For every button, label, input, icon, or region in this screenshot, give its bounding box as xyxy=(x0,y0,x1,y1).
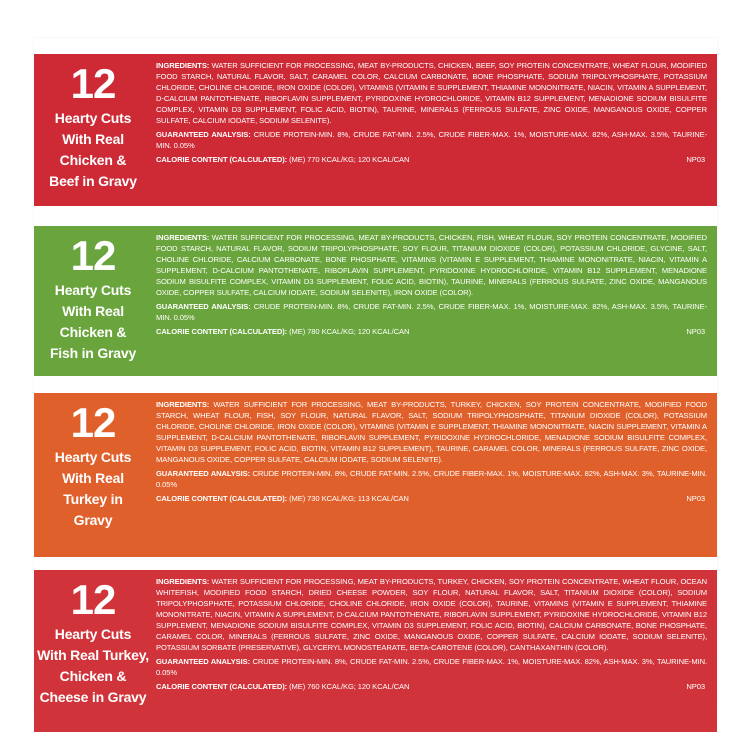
product-name: Hearty Cuts With Real Turkey in Gravy xyxy=(54,449,132,528)
can-count: 12 xyxy=(70,399,116,446)
ingredients-label: INGREDIENTS: xyxy=(156,233,210,242)
label-sheet xyxy=(34,38,717,711)
label-band-chicken-fish xyxy=(34,226,717,376)
nutrition-text-block xyxy=(152,393,717,557)
ingredients-label: INGREDIENTS: xyxy=(156,577,210,586)
analysis-paragraph xyxy=(156,468,707,490)
calorie-text: (ME) 780 KCAL/KG; 120 KCAL/CAN xyxy=(289,327,410,336)
label-band-turkey-chicken-cheese xyxy=(34,570,717,732)
calorie-label: CALORIE CONTENT (CALCULATED): xyxy=(156,155,288,164)
calorie-row xyxy=(156,154,707,165)
ingredients-paragraph xyxy=(156,399,707,465)
product-title-block xyxy=(34,54,152,206)
analysis-text: CRUDE PROTEIN-MIN. 8%, CRUDE FAT-MIN. 2.5%, CRUDE FIBER-MAX. 1%, MOISTURE-MAX. 82%, ASH-MAX. 3.5%, TAURINE-MIN. 0.05% xyxy=(156,130,708,150)
product-title-block xyxy=(34,226,152,376)
calorie-content xyxy=(156,154,409,165)
product-name: Hearty Cuts With Real Chicken & Beef in Gravy xyxy=(49,110,137,189)
product-code: NP03 xyxy=(686,682,705,691)
analysis-label: GUARANTEED ANALYSIS: xyxy=(156,130,251,139)
calorie-label: CALORIE CONTENT (CALCULATED): xyxy=(156,682,288,691)
analysis-text: CRUDE PROTEIN-MIN. 8%, CRUDE FAT-MIN. 2.5%, CRUDE FIBER-MAX. 1%, MOISTURE-MAX. 82%, ASH-MAX. 3.5%, TAURINE-MIN. 0.05% xyxy=(156,302,708,322)
calorie-row xyxy=(156,493,707,504)
calorie-content xyxy=(156,493,409,504)
analysis-label: GUARANTEED ANALYSIS: xyxy=(156,469,251,478)
can-count: 12 xyxy=(70,232,116,279)
calorie-content xyxy=(156,326,409,337)
label-band-turkey xyxy=(34,393,717,557)
calorie-label: CALORIE CONTENT (CALCULATED): xyxy=(156,327,288,336)
label-band-chicken-beef xyxy=(34,54,717,206)
ingredients-text: WATER SUFFICIENT FOR PROCESSING, MEAT BY-PRODUCTS, CHICKEN, BEEF, SOY PROTEIN CONCENTRATE, WHEAT FLOUR, MODIFIED FOOD STARCH, NATURAL FLAVOR, SALT, CARAMEL COLOR, CALCIUM CARBONATE, BONE PHOSPHATE, SODIUM TRIPOLYPHOSPHATE, POTASSIUM CHLORIDE, CHOLINE CHLORIDE, IRON OXIDE (COLOR), VITAMINS (VITAMIN E SUPPLEMENT, THIAMINE MONONITRATE, NIACIN, VITAMIN A SUPPLEMENT, D-CALCIUM PANTOTHENATE, RIBOFLAVIN SUPPLEMENT, PYRIDOXINE HYDROCHLORIDE, VITAMIN B12 SUPPLEMENT, MENADIONE SODIUM BISULFITE COMPLEX, VITAMIN D3 SUPPLEMENT, FOLIC ACID, BIOTIN), TAURINE, MINERALS (FERROUS SULFATE, ZINC OXIDE, MANGANOUS OXIDE, COPPER SULFATE, CALCIUM IODATE, SODIUM SELENITE). xyxy=(156,61,707,125)
ingredients-text: WATER SUFFICIENT FOR PROCESSING, MEAT BY-PRODUCTS, TURKEY, CHICKEN, SOY PROTEIN CONCENTRATE, MODIFIED FOOD STARCH, WHEAT FLOUR, FISH, SOY FLOUR, NATURAL FLAVOR, SALT, SODIUM TRIPOLYPHOSPHATE, TITANIUM DIOXIDE (COLOR), POTASSIUM CHLORIDE, CHOLINE CHLORIDE, IRON OXIDE (COLOR), VITAMINS (VITAMIN E SUPPLEMENT, THIAMINE MONONITRATE, NIACIN SUPPLEMENT, VITAMIN A SUPPLEMENT, D-CALCIUM PANTOTHENATE, RIBOFLAVIN SUPPLEMENT, PYRIDOXINE HYDROCHLORIDE, MENADIONE SODIUM BISULFITE COMPLEX, VITAMIN D3 SUPPLEMENT, FOLIC ACID, BIOTIN, VITAMIN B12 SUPPLEMENT), TAURINE, CARAMEL COLOR, MINERALS (FERROUS SULFATE, ZINC OXIDE, MANGANOUS OXIDE, COPPER SULFATE, CALCIUM IODATE, SODIUM SELENITE). xyxy=(156,400,707,464)
ingredients-text: WATER SUFFICIENT FOR PROCESSING, MEAT BY-PRODUCTS, CHICKEN, FISH, WHEAT FLOUR, SOY PROTEIN CONCENTRATE, MODIFIED FOOD STARCH, NATURAL FLAVOR, SODIUM TRIPOLYPHOSPHATE, SOY FLOUR, TITANIUM DIOXIDE (COLOR), POTASSIUM CHLORIDE, GLYCINE, SALT, CHOLINE CHLORIDE, CALCIUM CARBONATE, BONE PHOSPHATE, VITAMINS (VITAMIN E SUPPLEMENT, THIAMINE MONONITRATE, NIACIN, VITAMIN A SUPPLEMENT, D-CALCIUM PANTOTHENATE, RIBOFLAVIN SUPPLEMENT, PYRIDOXINE HYDROCHLORIDE, VITAMIN B12 SUPPLEMENT, MENADIONE SODIUM BISULFITE COMPLEX, VITAMIN D3 SUPPLEMENT, FOLIC ACID, BIOTIN), TAURINE, MINERALS (FERROUS SULFATE, ZINC OXIDE, MANGANOUS OXIDE, COPPER SULFATE, CALCIUM IODATE, SODIUM SELENITE), IRON OXIDE (COLOR). xyxy=(156,233,707,297)
calorie-row xyxy=(156,326,707,337)
ingredients-paragraph xyxy=(156,232,707,298)
ingredients-label: INGREDIENTS: xyxy=(156,400,210,409)
calorie-label: CALORIE CONTENT (CALCULATED): xyxy=(156,494,288,503)
analysis-paragraph xyxy=(156,301,707,323)
product-title-block xyxy=(34,570,152,732)
nutrition-text-block xyxy=(152,570,717,732)
calorie-text: (ME) 770 KCAL/KG; 120 KCAL/CAN xyxy=(289,155,410,164)
analysis-label: GUARANTEED ANALYSIS: xyxy=(156,302,251,311)
nutrition-text-block xyxy=(152,226,717,376)
calorie-text: (ME) 760 KCAL/KG; 120 KCAL/CAN xyxy=(289,682,410,691)
ingredients-text: WATER SUFFICIENT FOR PROCESSING, MEAT BY-PRODUCTS, TURKEY, CHICKEN, SOY PROTEIN CONCENTRATE, WHEAT FLOUR, OCEAN WHITEFISH, MODIFIED FOOD STARCH, DRIED CHEESE POWDER, SOY FLOUR, NATURAL FLAVOR, SALT, TITANIUM DIOXIDE (COLOR), SODIUM TRIPOLYPHOSPHATE, POTASSIUM CHLORIDE, CHOLINE CHLORIDE, IRON OXIDE (COLOR), TAURINE, VITAMINS (VITAMIN E SUPPLEMENT, THIAMINE MONONITRATE, NIACIN, VITAMIN A SUPPLEMENT, D-CALCIUM PANTOTHENATE, RIBOFLAVIN SUPPLEMENT, PYRIDOXINE HYDROCHLORIDE, VITAMIN B12 SUPPLEMENT, MENADIONE SODIUM BISULFITE COMPLEX, VITAMIN D3 SUPPLEMENT, FOLIC ACID, BIOTIN), CALCIUM CARBONATE, BONE PHOSPHATE, CARAMEL COLOR, MINERALS (FERROUS SULFATE, ZINC OXIDE, MANGANOUS OXIDE, COPPER SULFATE, CALCIUM IODATE, SODIUM SELENITE), POTASSIUM SORBATE (PRESERVATIVE), GLYCERYL MONOSTEARATE, BETA-CAROTENE (COLOR), CANTHAXANTHIN (COLOR). xyxy=(156,577,707,652)
product-code: NP03 xyxy=(686,494,705,503)
ingredients-label: INGREDIENTS: xyxy=(156,61,210,70)
product-code: NP03 xyxy=(686,155,705,164)
analysis-text: CRUDE PROTEIN-MIN. 8%, CRUDE FAT-MIN. 2.5%, CRUDE FIBER-MAX. 1%, MOISTURE-MAX. 82%, ASH-MAX. 3%, TAURINE-MIN. 0.05% xyxy=(156,469,707,489)
nutrition-text-block xyxy=(152,54,717,206)
product-name: Hearty Cuts With Real Turkey, Chicken & Cheese in Gravy xyxy=(37,626,149,705)
analysis-paragraph xyxy=(156,129,707,151)
analysis-paragraph xyxy=(156,656,707,678)
can-count: 12 xyxy=(70,60,116,107)
product-title-block xyxy=(34,393,152,557)
ingredients-paragraph xyxy=(156,60,707,126)
analysis-label: GUARANTEED ANALYSIS: xyxy=(156,657,251,666)
product-code: NP03 xyxy=(686,327,705,336)
analysis-text: CRUDE PROTEIN-MIN. 8%, CRUDE FAT-MIN. 2.5%, CRUDE FIBER-MAX. 1%, MOISTURE-MAX. 82%, ASH-MAX. 3%, TAURINE-MIN. 0.05% xyxy=(156,657,707,677)
product-name: Hearty Cuts With Real Chicken & Fish in Gravy xyxy=(49,282,137,361)
can-count: 12 xyxy=(70,576,116,623)
ingredients-paragraph xyxy=(156,576,707,653)
calorie-content xyxy=(156,681,409,692)
calorie-row xyxy=(156,681,707,692)
calorie-text: (ME) 730 KCAL/KG; 113 KCAL/CAN xyxy=(289,494,409,503)
